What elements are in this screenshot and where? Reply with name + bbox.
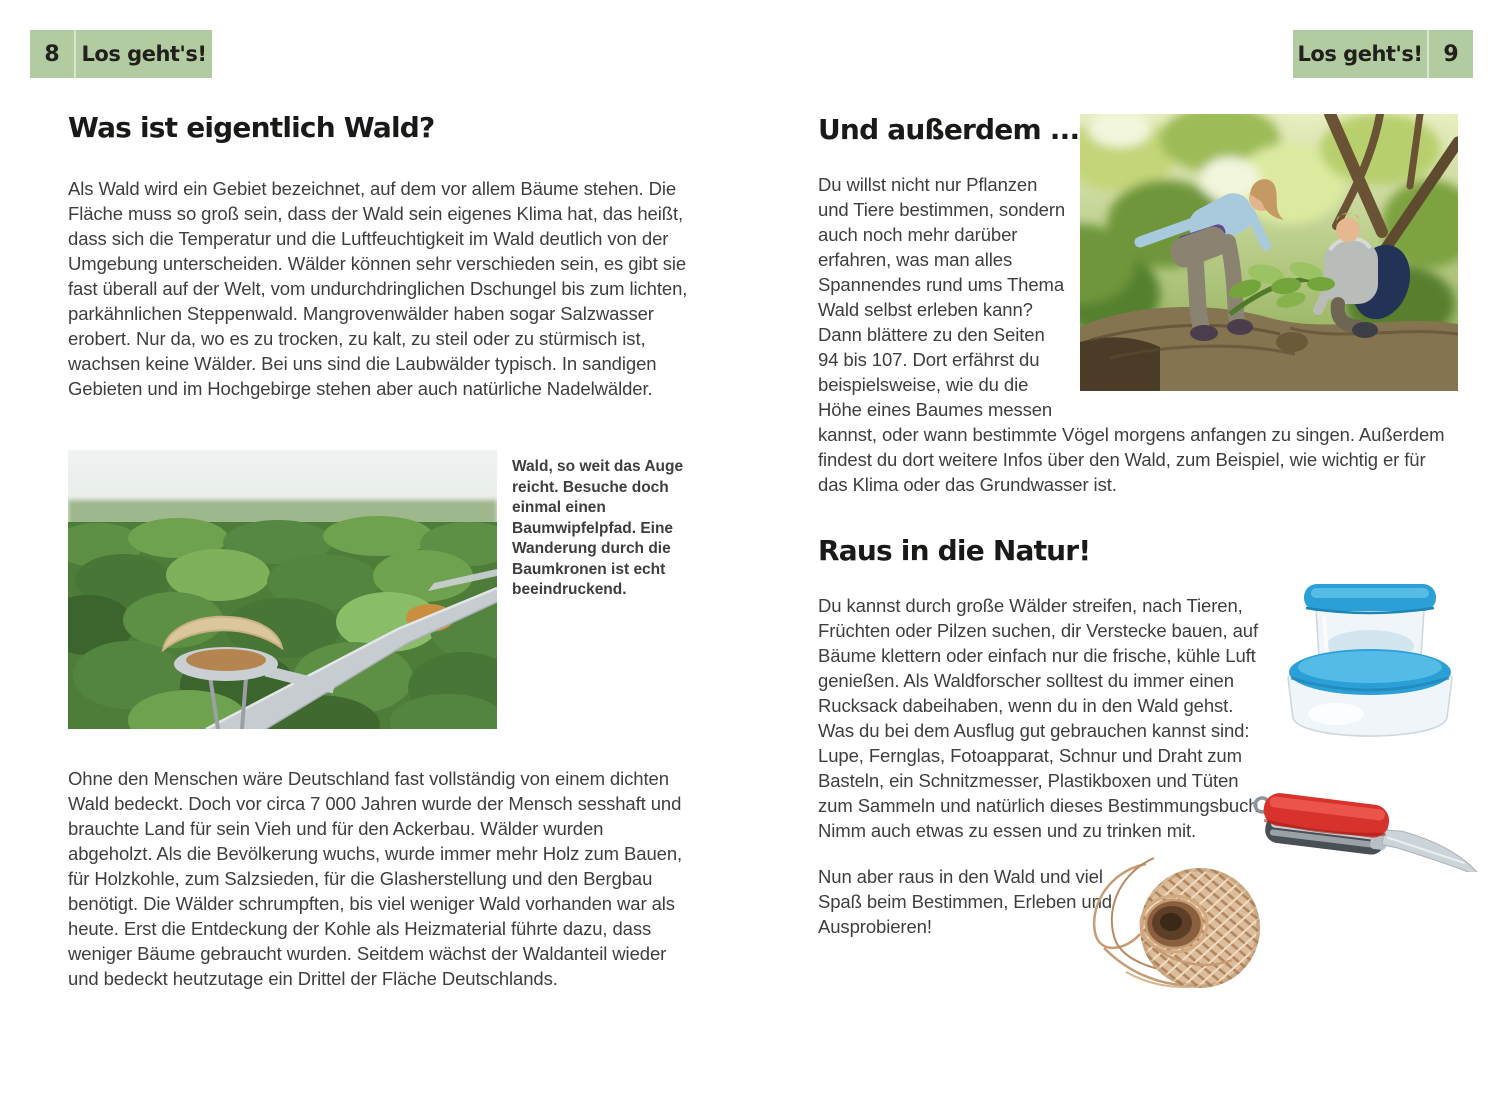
section-outdoors-paragraph-1: Du kannst durch große Wälder streifen, nach Tieren, Früchten oder Pilzen suchen, dir Verstecke bauen, auf Bäume klettern oder einfach nur die frische, kühle Luft genießen. Als Waldforscher solltest du immer einen Rucksack dabeihaben, wenn du in den Wald gehst. Was du bei dem Ausflug gut gebrauchen kannst sind: Lupe, Fernglas, Fotoapparat, Schnur und Draht zum Basteln, ein Schnitzmesser, Plastikboxen und Tüten zum Sammeln und natürlich dieses Bestimmungsbuch. Nimm auch etwas zu essen und zu trinken mit.	[818, 595, 1264, 841]
right-chapter-badge	[1293, 30, 1473, 78]
kids-climbing-photo	[1080, 114, 1458, 391]
right-chapter-label: Los geht's!	[1297, 42, 1423, 66]
forest-canopy-illustration	[68, 450, 497, 729]
twine-ball-illustration	[1086, 852, 1274, 1004]
left-paragraph-1: Als Wald wird ein Gebiet bezeichnet, auf dem vor allem Bäume stehen. Die Fläche muss so groß sein, dass der Wald sein eigenes Klima hat, das heißt, dass sich die Temperatur und die Luftfeuchtigkeit im Wald deutlich von der Umgebung unterscheiden. Wälder können sehr verschieden sein, es gibt sie fast überall auf der Welt, vom undurchdringlichen Dschungel bis zum lichten, parkähnlichen Steppenwald. Mangrovenwälder haben sogar Salzwasser erobert. Nur da, wo es zu trocken, zu kalt, zu steil oder zu stürmisch ist, wachsen keine Wälder. Bei uns sind die Laubwälder typisch. In sandigen Gebieten und im Hochgebirge stehen aber auch natürliche Nadelwälder.	[68, 178, 688, 399]
kids-climbing-illustration	[1080, 114, 1458, 391]
forest-canopy-photo	[68, 450, 497, 729]
section-outdoors-title: Raus in die Natur!	[818, 534, 1091, 567]
pocket-knife-illustration	[1246, 784, 1494, 872]
left-page-number: 8	[44, 41, 60, 67]
section-furthermore-title: Und außerdem ...	[818, 113, 1080, 146]
left-paragraph-2: Ohne den Menschen wäre Deutschland fast vollständig von einem dichten Wald bedeckt. Doch vor circa 7 000 Jahren wurde der Mensch sesshaft und brauchte Land für sein Vieh und für den Ackerbau. Wälder wurden abgeholzt. Als die Bevölkerung wuchs, wurde immer mehr Holz zum Bauen, für Holzkohle, zum Salzsieden, für die Glasherstellung und den Bergbau benötigt. Die Wälder schrumpften, bis viel weniger Wald vorhanden war als heute. Erst die Entdeckung der Kohle als Heizmaterial führte dazu, dass weniger Bäume gebraucht wurden. Seitdem wächst der Waldanteil wieder und bedeckt heutzutage ein Drittel der Fläche Deutschlands.	[68, 768, 683, 989]
right-page-number: 9	[1443, 41, 1459, 67]
forest-photo-caption: Wald, so weit das Auge reicht. Besuche doch einmal einen Baumwipfelpfad. Eine Wanderung durch die Baumkronen ist echt beeindruckend.	[512, 458, 684, 598]
left-chapter-label: Los geht's!	[81, 42, 207, 66]
left-page-title: Was ist eigentlich Wald?	[68, 111, 435, 144]
section-outdoors-paragraph-2: Nun aber raus in den Wald und viel Spaß beim Bestimmen, Erleben und Ausprobieren!	[818, 866, 1112, 937]
section-furthermore	[818, 112, 1458, 497]
plastic-boxes-illustration	[1278, 566, 1463, 748]
twine-ball-photo	[1086, 852, 1274, 1004]
pocket-knife-photo	[1246, 784, 1494, 872]
section-furthermore-paragraph: Du willst nicht nur Pflanzen und Tiere bestimmen, sondern auch noch mehr darüber erfahren, was man alles Spannendes rund ums Thema Wald selbst erleben kann? Dann blättere zu den Seiten 94 bis 107. Dort erfährst du beispielsweise, wie du die Höhe eines Baumes messen kannst, oder wann bestimmte Vögel morgens anfangen zu singen. Außerdem findest du dort weitere Infos über den Wald, zum Beispiel, wie wichtig er für das Klima oder das Grundwasser ist.	[818, 174, 1445, 495]
left-chapter-badge	[30, 30, 212, 78]
plastic-boxes-photo	[1278, 566, 1463, 748]
